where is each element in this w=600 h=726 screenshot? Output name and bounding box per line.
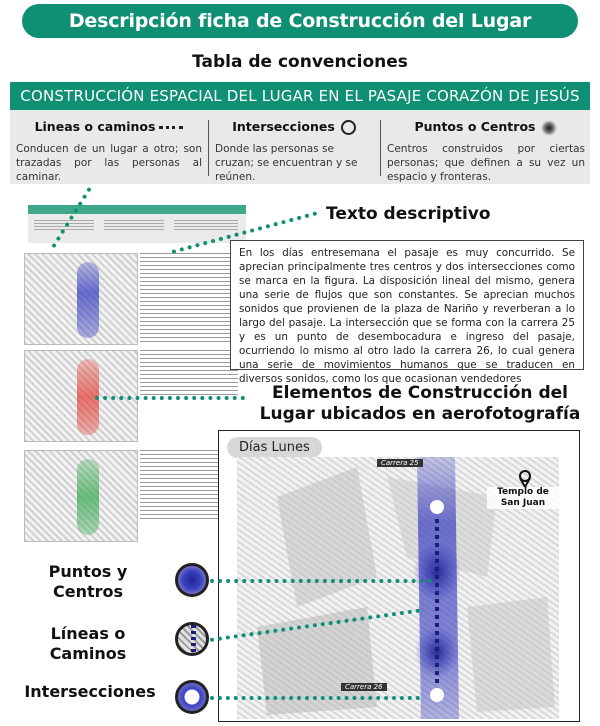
green-path-strip — [77, 459, 99, 535]
day-label: Días Lunes — [227, 437, 322, 458]
convention-text: Centros construidos por ciertas personas; que definen a su vez un espacio y fronteras. — [387, 143, 585, 183]
convention-heading: Puntos o Centros — [414, 119, 536, 134]
convention-heading: Intersecciones — [232, 119, 335, 134]
open-circle-icon — [341, 120, 356, 135]
convention-points — [387, 118, 585, 184]
label-descriptive-text: Texto descriptivo — [326, 204, 491, 224]
thumbnail-text-lines — [140, 253, 238, 345]
conventions-title: Tabla de convenciones — [192, 52, 408, 72]
aerial-photo-frame — [218, 430, 580, 722]
dotted-line-icon — [159, 126, 183, 129]
mini-text — [174, 220, 238, 230]
convention-text: Donde las personas se cruzan; se encuentran y se reúnen. — [215, 143, 358, 183]
label-elements: Elementos de Construcción del Lugar ubicados en aerofotografía — [259, 383, 581, 424]
lens-line-icon — [175, 622, 209, 656]
intersection-circle — [431, 689, 443, 701]
aerial-photo — [237, 457, 559, 719]
blue-path-strip — [77, 262, 99, 338]
label-lines: Líneas o Caminos — [49, 624, 127, 663]
lens-intersection-icon — [175, 680, 209, 714]
connector-dotted-line — [210, 579, 432, 583]
conventions-table — [10, 110, 590, 184]
thumbnail-map-green — [24, 450, 138, 542]
conventions-table-header: CONSTRUCCIÓN ESPACIAL DEL LUGAR EN EL PASAJE CORAZÓN DE JESÚS — [10, 82, 590, 110]
lens-point-icon — [175, 563, 209, 597]
building-block — [467, 597, 555, 712]
divider — [208, 120, 209, 176]
connector-dotted-line — [95, 396, 245, 400]
street-label-bottom: Carrera 26 — [341, 683, 387, 691]
intersection-circle — [431, 501, 443, 513]
connector-dotted-line — [210, 696, 420, 700]
label-intersections: Intersecciones — [24, 682, 156, 701]
convention-heading: Lineas o caminos — [34, 119, 156, 134]
description-text: En los días entresemana el pasaje es muy concurrido. Se aprecian principalmente tres centros y dos intersecciones como se marca en la figura. La disposición lineal del mismo, genera una serie de flujos que son constantes. Se aprecian muchos sonidos que provienen de la plaza de Nariño y reverberan a lo largo del pasaje. La intersección que se forma con la carrera 25 y es un punto de desembocadura e ingreso del pasaje, ocurriendo lo mismo al otro lado la carrera 26, lo cual genera una serie de movimientos humanos que se traducen en diversos sonidos, como los que ocasionan vendedores — [239, 247, 575, 385]
blurred-point-icon — [541, 120, 557, 136]
street-label-top: Carrera 25 — [377, 459, 423, 467]
page-title: Descripción ficha de Construcción del Lugar — [22, 4, 578, 38]
description-box — [230, 240, 584, 385]
landmark-label: Templo de San Juan — [487, 487, 559, 509]
thumbnail-text-lines — [140, 350, 238, 398]
convention-intersections — [215, 118, 373, 184]
mini-text — [104, 220, 164, 230]
convention-lines — [16, 118, 202, 184]
lens-dotted-line — [191, 625, 196, 653]
convention-text: Conducen de un lugar a otro; son trazadas por las personas al caminar. — [16, 143, 202, 183]
label-points: Puntos y Centros — [48, 562, 128, 601]
divider — [380, 120, 381, 176]
thumbnail-map-blue — [24, 253, 138, 345]
